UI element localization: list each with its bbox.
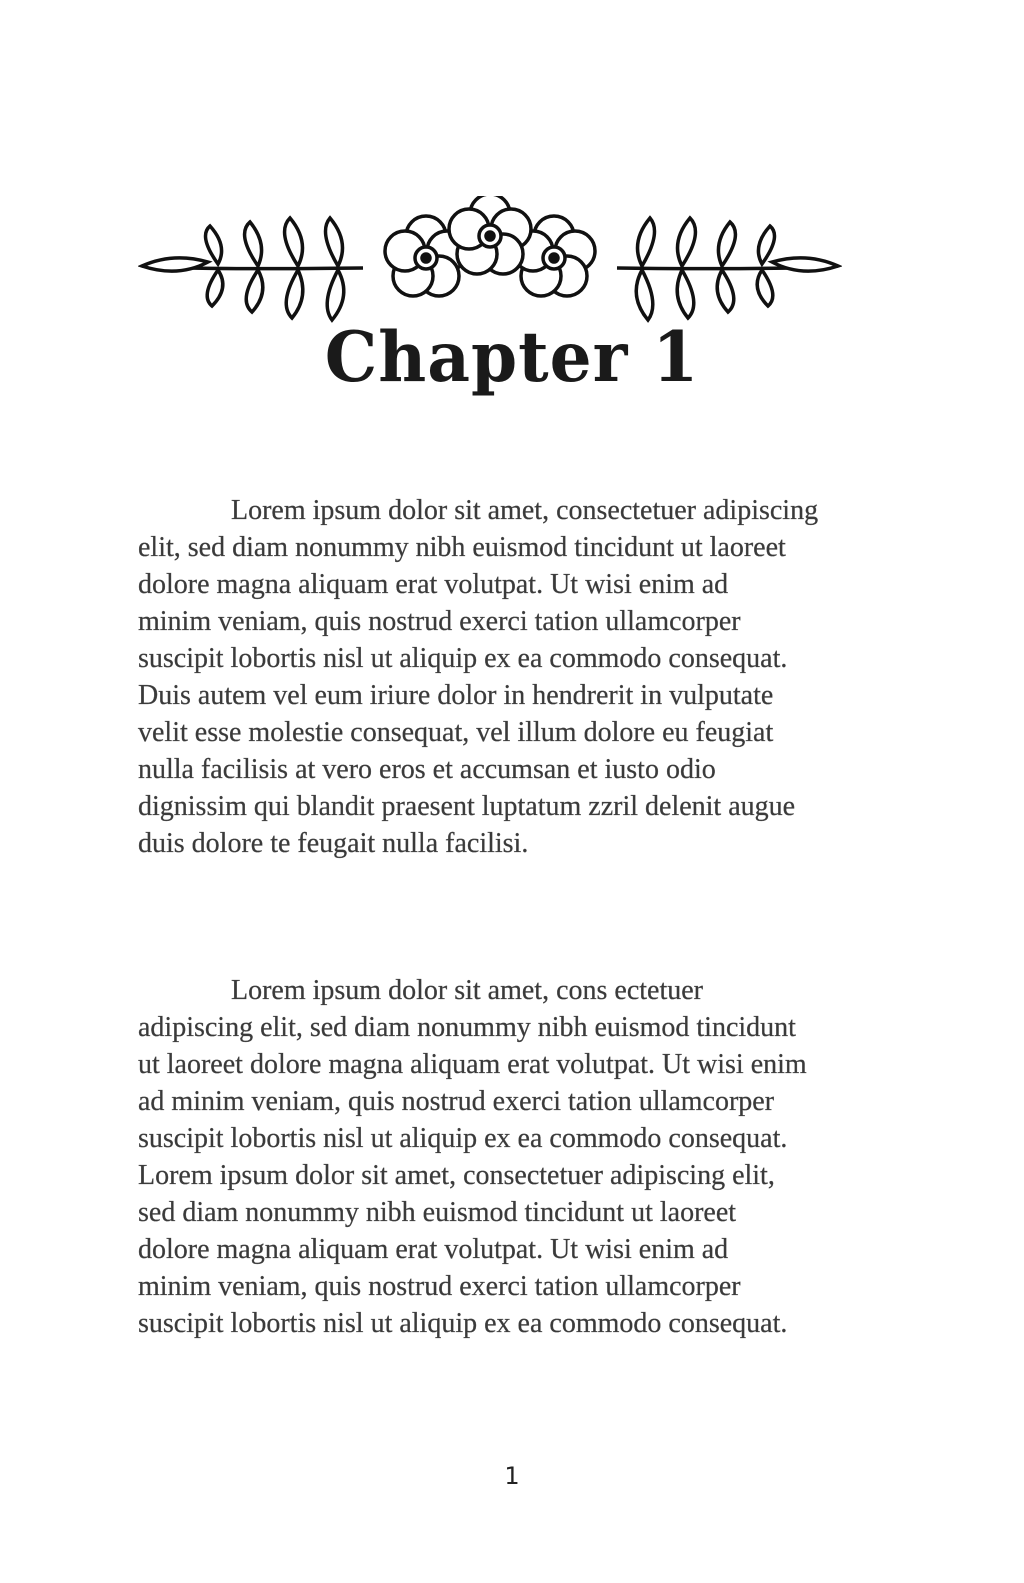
text-line: Lorem ipsum dolor sit amet, consectetuer adipiscing	[231, 495, 819, 526]
text-line: duis dolore te feugait nulla facilisi.	[138, 828, 529, 859]
text-line: minim veniam, quis nostrud exerci tation ullamcorper	[138, 606, 741, 637]
chapter-title: Chapter 1	[324, 316, 700, 398]
text-line: adipiscing elit, sed diam nonummy nibh euismod tincidunt	[138, 1012, 796, 1043]
paragraph-1	[138, 492, 918, 862]
text-line: ad minim veniam, quis nostrud exerci tation ullamcorper	[138, 1086, 775, 1117]
text-line: minim veniam, quis nostrud exerci tation ullamcorper	[138, 1271, 741, 1302]
text-line: dolore magna aliquam erat volutpat. Ut wisi enim ad	[138, 569, 729, 600]
text-line: elit, sed diam nonummy nibh euismod tincidunt ut laoreet	[138, 532, 786, 563]
paragraph-2	[138, 972, 918, 1342]
floral-ornament-icon	[138, 196, 842, 328]
page-number: 1	[504, 1462, 520, 1490]
text-line: velit esse molestie consequat, vel illum dolore eu feugiat	[138, 717, 774, 748]
text-line: dignissim qui blandit praesent luptatum zzril delenit augue	[138, 791, 796, 822]
text-line: suscipit lobortis nisl ut aliquip ex ea commodo consequat.	[138, 1308, 788, 1339]
text-line: Lorem ipsum dolor sit amet, cons ectetuer	[231, 975, 703, 1006]
text-line: Lorem ipsum dolor sit amet, consectetuer adipiscing elit,	[138, 1160, 775, 1191]
text-line: nulla facilisis at vero eros et accumsan et iusto odio	[138, 754, 716, 785]
text-line: ut laoreet dolore magna aliquam erat volutpat. Ut wisi enim	[138, 1049, 807, 1080]
text-line: suscipit lobortis nisl ut aliquip ex ea commodo consequat.	[138, 1123, 788, 1154]
text-line: suscipit lobortis nisl ut aliquip ex ea commodo consequat.	[138, 643, 788, 674]
text-line: dolore magna aliquam erat volutpat. Ut wisi enim ad	[138, 1234, 729, 1265]
text-line: sed diam nonummy nibh euismod tincidunt ut laoreet	[138, 1197, 737, 1228]
text-line: Duis autem vel eum iriure dolor in hendrerit in vulputate	[138, 680, 774, 711]
